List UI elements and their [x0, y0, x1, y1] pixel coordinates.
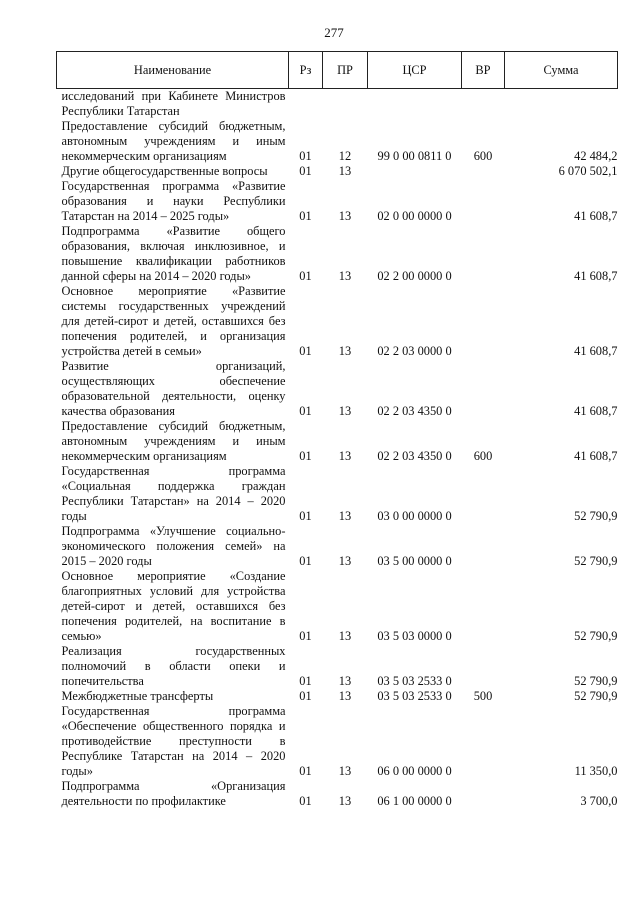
table-row [57, 464, 618, 524]
row-pr: 13 [338, 554, 352, 568]
row-rz: 01 [299, 674, 312, 688]
row-csr: 02 2 03 4350 0 [377, 404, 452, 418]
row-name-line: осуществляющих обеспечение [61, 374, 286, 388]
row-rz: 01 [299, 209, 312, 223]
row-vr [462, 284, 505, 359]
row-sum: 52 790,9 [574, 689, 618, 703]
table-row [57, 119, 618, 164]
header-rz: Рз [289, 52, 323, 89]
row-name [57, 164, 289, 179]
row-pr: 13 [338, 764, 352, 778]
table-row [57, 89, 618, 120]
row-rz: 01 [299, 149, 312, 163]
table-row [57, 689, 618, 704]
row-csr: 03 5 00 0000 0 [377, 554, 452, 568]
row-name [57, 359, 289, 419]
row-csr: 06 1 00 0000 0 [377, 794, 452, 808]
row-name-line: Предоставление субсидий бюджетным, [61, 419, 286, 433]
row-rz: 01 [299, 269, 312, 283]
row-name-line: Государственная программа «Развитие [61, 179, 286, 193]
row-name-line: противодействие преступности в [61, 734, 286, 748]
row-pr: 13 [338, 629, 352, 643]
header-pr: ПР [323, 52, 368, 89]
table-row [57, 224, 618, 284]
row-pr: 13 [338, 269, 352, 283]
row-name-line: попечения родителей, на воспитание в [61, 614, 286, 628]
row-sum: 3 700,0 [580, 794, 618, 808]
row-csr: 02 2 03 0000 0 [377, 344, 452, 358]
table-row [57, 524, 618, 569]
row-pr [323, 89, 368, 120]
row-name-line: Республики Татарстан [61, 104, 180, 118]
row-name [57, 179, 289, 224]
row-rz: 01 [299, 764, 312, 778]
row-name-line: данной сферы на 2014 – 2020 годы» [61, 269, 252, 283]
row-csr: 03 5 03 2533 0 [377, 674, 452, 688]
row-name-line: некоммерческим организациям [61, 149, 227, 163]
row-sum: 6 070 502,1 [558, 164, 618, 178]
row-csr [368, 164, 462, 179]
row-vr: 600 [473, 449, 493, 463]
row-pr: 13 [338, 689, 352, 703]
row-sum: 41 608,7 [574, 209, 618, 223]
row-csr: 03 5 03 2533 0 [377, 689, 452, 703]
row-name-line: Развитие организаций, [61, 359, 286, 373]
row-csr: 06 0 00 0000 0 [377, 764, 452, 778]
row-csr: 02 2 03 4350 0 [377, 449, 452, 463]
table-row [57, 164, 618, 179]
row-name-line: Республики Татарстан» на 2014 – 2020 [61, 494, 286, 508]
row-name-line: 2015 – 2020 годы [61, 554, 152, 568]
row-name-line: Татарстан на 2014 – 2025 годы» [61, 209, 230, 223]
row-name-line: деятельности по профилактике [61, 794, 226, 808]
row-vr [462, 164, 505, 179]
row-csr: 99 0 00 0811 0 [377, 149, 452, 163]
row-name-line: годы [61, 509, 87, 523]
row-sum: 52 790,9 [574, 509, 618, 523]
row-name-line: образовательной деятельности, оценку [61, 389, 286, 403]
row-name [57, 89, 289, 120]
row-sum: 41 608,7 [574, 449, 618, 463]
table-header-row [57, 52, 618, 89]
row-sum: 52 790,9 [574, 674, 618, 688]
row-name-line: полномочий в области опеки и [61, 659, 286, 673]
row-name-line: Основное мероприятие «Создание [61, 569, 286, 583]
row-vr [462, 359, 505, 419]
row-name-line: Подпрограмма «Улучшение социально- [61, 524, 286, 538]
row-sum: 41 608,7 [574, 344, 618, 358]
header-vr: ВР [462, 52, 505, 89]
row-name-line: Межбюджетные трансферты [61, 689, 214, 703]
row-name-line: автономным учреждениям и иным [61, 134, 286, 148]
row-pr: 13 [338, 794, 352, 808]
row-name-line: семью» [61, 629, 102, 643]
row-rz: 01 [299, 509, 312, 523]
row-name-line: Государственная программа [61, 704, 286, 718]
table-row [57, 419, 618, 464]
row-csr: 03 0 00 0000 0 [377, 509, 452, 523]
row-rz: 01 [299, 554, 312, 568]
row-name [57, 689, 289, 704]
row-pr: 12 [338, 149, 352, 163]
row-name-line: устройства детей в семьи» [61, 344, 202, 358]
row-name [57, 524, 289, 569]
row-name-line: автономным учреждениям и иным [61, 434, 286, 448]
row-vr [462, 89, 505, 120]
row-pr: 13 [338, 449, 352, 463]
row-pr: 13 [338, 674, 352, 688]
row-name [57, 119, 289, 164]
row-vr [462, 569, 505, 644]
row-name-line: Другие общегосударственные вопросы [61, 164, 268, 178]
row-vr [462, 704, 505, 779]
row-name [57, 419, 289, 464]
row-pr: 13 [338, 509, 352, 523]
row-name [57, 224, 289, 284]
row-vr [462, 179, 505, 224]
table-row [57, 704, 618, 779]
row-name-line: Подпрограмма «Развитие общего [61, 224, 286, 238]
row-rz: 01 [299, 164, 312, 178]
row-name-line: для детей-сирот и детей, оставшихся без [61, 314, 286, 328]
row-name-line: системы государственных учреждений [61, 299, 286, 313]
row-rz: 01 [299, 629, 312, 643]
row-rz: 01 [299, 689, 312, 703]
row-name-line: некоммерческим организациям [61, 449, 227, 463]
row-name [57, 644, 289, 689]
row-name-line: попечительства [61, 674, 144, 688]
row-name-line: Основное мероприятие «Развитие [61, 284, 286, 298]
row-name-line: благоприятных условий для устройства [61, 584, 286, 598]
row-sum: 52 790,9 [574, 629, 618, 643]
row-name [57, 704, 289, 779]
row-name [57, 779, 289, 809]
row-name-line: годы» [61, 764, 93, 778]
table-row [57, 569, 618, 644]
row-rz: 01 [299, 794, 312, 808]
table-row [57, 644, 618, 689]
row-name-line: качества образования [61, 404, 175, 418]
row-name-line: повышение квалификации работников [61, 254, 286, 268]
row-vr [462, 464, 505, 524]
row-name-line: попечения родителей, и организация [61, 329, 286, 343]
row-csr: 02 2 00 0000 0 [377, 269, 452, 283]
row-name-line: Реализация государственных [61, 644, 286, 658]
row-name [57, 569, 289, 644]
row-name-line: образования и науки Республики [61, 194, 286, 208]
header-sum: Сумма [505, 52, 618, 89]
row-name-line: «Социальная поддержка граждан [61, 479, 286, 493]
row-vr: 500 [473, 689, 493, 703]
row-vr [462, 779, 505, 809]
row-sum: 11 350,0 [574, 764, 618, 778]
row-vr [462, 644, 505, 689]
row-csr [368, 89, 462, 120]
row-sum: 52 790,9 [574, 554, 618, 568]
row-name-line: Республике Татарстан на 2014 – 2020 [61, 749, 286, 763]
row-rz: 01 [299, 449, 312, 463]
row-rz [289, 89, 323, 120]
header-name: Наименование [57, 52, 289, 89]
budget-table [56, 51, 618, 809]
row-name-line: Подпрограмма «Организация [61, 779, 286, 793]
row-name-line: детей-сирот и детей, оставшихся без [61, 599, 286, 613]
row-name-line: «Обеспечение общественного порядка и [61, 719, 286, 733]
table-row [57, 779, 618, 809]
row-name-line: исследований при Кабинете Министров [61, 89, 286, 103]
table-body [57, 89, 618, 810]
row-name-line: образования, включая инклюзивное, и [61, 239, 286, 253]
row-csr: 02 0 00 0000 0 [377, 209, 452, 223]
header-csr: ЦСР [368, 52, 462, 89]
row-rz: 01 [299, 344, 312, 358]
row-name-line: Государственная программа [61, 464, 286, 478]
row-vr: 600 [473, 149, 493, 163]
row-pr: 13 [338, 344, 352, 358]
row-sum: 41 608,7 [574, 269, 618, 283]
row-pr: 13 [338, 164, 352, 178]
row-vr [462, 224, 505, 284]
row-sum: 41 608,7 [574, 404, 618, 418]
row-pr: 13 [338, 209, 352, 223]
row-sum: 42 484,2 [574, 149, 618, 163]
row-rz: 01 [299, 404, 312, 418]
row-pr: 13 [338, 404, 352, 418]
table-row [57, 359, 618, 419]
row-vr [462, 524, 505, 569]
row-name-line: экономического положения семей» на [61, 539, 286, 553]
table-row [57, 284, 618, 359]
row-sum [505, 89, 618, 120]
page-number: 277 [324, 25, 344, 40]
row-name-line: Предоставление субсидий бюджетным, [61, 119, 286, 133]
row-name [57, 464, 289, 524]
row-csr: 03 5 03 0000 0 [377, 629, 452, 643]
table-row [57, 179, 618, 224]
row-name [57, 284, 289, 359]
